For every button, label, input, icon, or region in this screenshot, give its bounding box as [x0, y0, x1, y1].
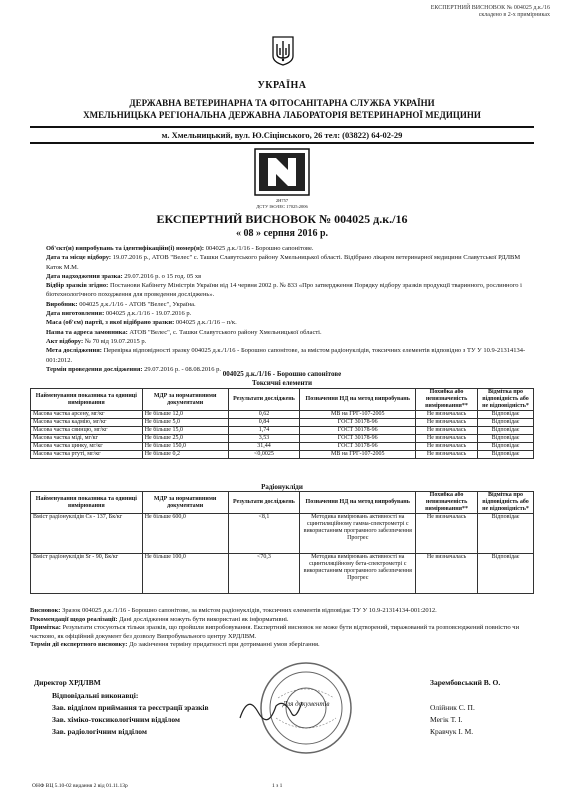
table-cell: <0,0025	[228, 451, 300, 459]
col-header: Результати досліджень	[228, 492, 300, 514]
col-header: Позначення НД на метод випробувань	[300, 492, 416, 514]
field-received: Дата надходження зразка: 29.07.2016 р. о 15 год. 05 хв	[46, 272, 202, 280]
trident-emblem-icon	[272, 36, 294, 66]
table-cell: Методика вимірювань активності на сцинтиляційному бета-спектрометрі с використанням програмного забезпечення Прогрес	[300, 554, 416, 594]
table-row	[31, 419, 534, 427]
note-text: Примітка: Результати стосуються тільки зразків, що пройшли випробовування. Експертний висновок не може бути відтворений, тиражований та розповсюджений повністю чи частково, як офіційний документ без дозволу Випробувального центру ХРДЛВМ.	[30, 624, 520, 640]
table-cell: Не більше 0,2	[142, 451, 228, 459]
table-cell: Не визначалась	[416, 411, 478, 419]
table-cell: 0,62	[228, 411, 300, 419]
field-period: Термін проведення дослідження: 29.07.2016 р. - 08.08.2016 р.	[46, 365, 222, 373]
field-object: Об'єкт(и) випробувань та ідентифікаційн(і) номер(н): 004025 д.к./1/16 - Борошно сапонітове.	[46, 245, 314, 252]
accreditation-logo-icon	[254, 148, 310, 196]
table-cell: МВ на ГРГ-107-2005	[300, 411, 416, 419]
top-right-line1: ЕКСПЕРТНИЙ ВИСНОВОК № 004025 д.к./16	[430, 5, 550, 11]
table-cell: ГОСТ 30178-96	[300, 443, 416, 451]
table-row	[31, 427, 534, 435]
table-cell: Вміст радіонуклідів Cs - 137, Бк/кг	[31, 514, 143, 554]
director-name: Зарембовський В. О.	[430, 678, 501, 687]
table-cell: Не визначалась	[416, 443, 478, 451]
col-header: МДР за нормативними документами	[142, 389, 228, 411]
table-cell: Не більше 5,0	[142, 419, 228, 427]
recommendation-text: Рекомендації щодо реалізації: Дані дослідження можуть бути використані як інформативні.	[30, 615, 289, 623]
table-row	[31, 514, 534, 554]
table-cell: Не більше 600,0	[142, 514, 228, 554]
table-cell: Не визначалась	[416, 427, 478, 435]
table-cell: Вміст радіонуклідів Sr - 90, Бк/кг	[31, 554, 143, 594]
table-row	[31, 435, 534, 443]
table-cell: Відповідає	[478, 451, 534, 459]
table-header-row	[31, 492, 534, 514]
table-cell: Відповідає	[478, 514, 534, 554]
table-cell: Не більше 15,0	[142, 427, 228, 435]
field-production-date: Дата виготовлення: 004025 д.к./1/16 - 19.07.2016 р.	[46, 310, 192, 318]
table-cell: Масова частка арсену, мг/кг	[31, 411, 143, 419]
director-label: Директор ХРДЛВМ	[34, 678, 101, 687]
accreditation-number: 2H757	[275, 198, 289, 203]
table-cell: МВ на ГРГ-107-2005	[300, 451, 416, 459]
table-row	[31, 554, 534, 594]
document-fields	[46, 244, 526, 374]
table-cell: Методика вимірювань активності на сцинтиляційному гамма-спектрометрі с використанням програмного забезпечення Прогрес	[300, 514, 416, 554]
field-act: Акт відбору: № 70 від 19.07.2015 р.	[46, 337, 147, 345]
conclusion-text: Висновок: Зразок 004025 д.к./1/16 - Борошно сапонітове, за вмістом радіонуклідів, токсичних елементів відповідає ТУ У 10.9-21314134-001:2012.	[30, 607, 437, 614]
table-cell: Відповідає	[478, 435, 534, 443]
col-header: Найменування показника та одиниці вимірювання	[31, 492, 143, 514]
field-sampling-basis: Відбір зразків згідно: Постанови Кабінету Міністрів України від 14 червня 2002 р. № 833 «Про затвердження Порядку відбору зразків продукції тваринного, рослинного і біотехнологічного походження для проведення досліджень».	[46, 282, 522, 299]
role-radiology: Зав. радіологічним відділом	[52, 727, 147, 736]
table-cell: Не більше 100,0	[142, 554, 228, 594]
col-header: Відмітка про відповідність або не відповідність*	[478, 389, 534, 411]
table-cell: Масова частка ртуті, мг/кг	[31, 451, 143, 459]
signature-scribble	[236, 688, 306, 728]
radio-heading: Радіонукліди	[261, 483, 303, 491]
table-cell: Масова частка цинку, мг/кг	[31, 443, 143, 451]
table-cell: Не визначалась	[416, 419, 478, 427]
table-cell: Відповідає	[478, 554, 534, 594]
table-cell: Відповідає	[478, 419, 534, 427]
field-batch-mass: Маса (об'єм) партії, з якої відібрано зразки: 004025 д.к./1/16 – п/к.	[46, 319, 237, 327]
table-cell: Не визначалась	[416, 554, 478, 594]
table-cell: ГОСТ 30178-96	[300, 435, 416, 443]
table-cell: Масова частка свинцю, мг/кг	[31, 427, 143, 435]
field-customer: Назва та адреса замовника: АТОВ "Велес", с. Ташки Славутського району Хмельницької області.	[46, 328, 322, 336]
table-cell: ГОСТ 30178-96	[300, 427, 416, 435]
table-header-row	[31, 389, 534, 411]
document-title: ЕКСПЕРТНИЙ ВИСНОВОК № 004025 д.к./16	[156, 212, 408, 226]
role-reception: Зав. відділом приймання та реєстрації зразків	[52, 703, 209, 712]
validity-text: Термін дії експертного висновку: До закінчення терміну придатності при дотриманні умов зберігання.	[30, 641, 320, 648]
table-cell: Масова частка міді, мг/кг	[31, 435, 143, 443]
name-toxicology: Мегік Т. І.	[430, 715, 463, 724]
table-cell: 0,84	[228, 419, 300, 427]
col-header: Найменування показника та одиниці вимірювання	[31, 389, 143, 411]
table-row	[31, 411, 534, 419]
name-reception: Олійник С. П.	[430, 703, 475, 712]
radionuclides-table	[30, 491, 534, 594]
table-cell: Не більше 25,0	[142, 435, 228, 443]
col-header: Відмітка про відповідність або не відповідність*	[478, 492, 534, 514]
table-cell: Не більше 12,0	[142, 411, 228, 419]
col-header: МДР за нормативними документами	[142, 492, 228, 514]
country-title: УКРАЇНА	[257, 80, 307, 91]
table-cell: Не більше 150,0	[142, 443, 228, 451]
field-manufacturer: Виробник: 004025 д.к./1/16 - АТОВ "Велес", Україна.	[46, 300, 196, 308]
lab-address: м. Хмельницький, вул. Ю.Сіцінського, 26 тел: (03822) 64-02-29	[30, 126, 534, 144]
table-cell: 3,53	[228, 435, 300, 443]
service-title: ДЕРЖАВНА ВЕТЕРИНАРНА ТА ФІТОСАНІТАРНА СЛУЖБА УКРАЇНИ	[129, 98, 435, 108]
table-row	[31, 443, 534, 451]
conclusion-block	[30, 607, 534, 650]
table-cell: Не визначалась	[416, 435, 478, 443]
table-cell: Відповідає	[478, 443, 534, 451]
table-cell: Масова частка кадмію, мг/кг	[31, 419, 143, 427]
role-toxicology: Зав. хіміко-токсикологічним відділом	[52, 715, 181, 724]
table-cell: <70,3	[228, 554, 300, 594]
table-cell: 31,44	[228, 443, 300, 451]
field-purpose: Мета дослідження: Перевірка відповідності зразку 004025 д.к./1/16 - Борошно сапонітове, за вмістом радіонуклідів, токсичних елементів відповідно з ТУ У 10.9-21314134-001:2012.	[46, 347, 526, 364]
table-cell: Не визначалась	[416, 514, 478, 554]
field-sampling: Дата та місце відбору: 19.07.2016 р., АТОВ "Велес" с. Ташки Славутського району Хмельницької області. Відібрано лікарем ветеринарної медицини Славутської РДЛВМ Каток М.М.	[46, 254, 521, 271]
footer-form-code: ОНФ ВЦ 5.10-02 видання 2 від 01.11.13р	[32, 783, 128, 789]
table-cell: Не визначалась	[416, 451, 478, 459]
responsible-label: Відповідальні виконавці:	[52, 691, 139, 700]
accreditation-standard: ДСТУ ISO/IEC 17025:2006	[256, 204, 308, 209]
table-row	[31, 451, 534, 459]
top-right-line2: складено в 2-х примірниках	[478, 12, 550, 18]
footer-page-number: 1 з 1	[272, 783, 283, 789]
sample-heading: 004025 д.к./1/16 - Борошно сапонітове	[222, 370, 342, 378]
table-cell: <8,1	[228, 514, 300, 554]
col-header: Результати досліджень	[228, 389, 300, 411]
table-cell: Відповідає	[478, 411, 534, 419]
toxic-heading: Токсичні елементи	[251, 379, 313, 387]
name-radiology: Кравчук І. М.	[430, 727, 474, 736]
toxic-elements-table	[30, 388, 534, 459]
document-date: « 08 » серпня 2016 р.	[235, 228, 329, 239]
lab-title: ХМЕЛЬНИЦЬКА РЕГІОНАЛЬНА ДЕРЖАВНА ЛАБОРАТОРІЯ ВЕТЕРИНАРНОЇ МЕДИЦИНИ	[83, 110, 481, 120]
table-cell: ГОСТ 30178-96	[300, 419, 416, 427]
col-header: Похибка або невизначеність вимірювання**	[416, 389, 478, 411]
table-cell: Відповідає	[478, 427, 534, 435]
col-header: Позначення НД на метод випробувань	[300, 389, 416, 411]
table-cell: 1,74	[228, 427, 300, 435]
svg-text:Для документів: Для документів	[282, 700, 330, 708]
top-right-note	[431, 5, 550, 19]
col-header: Похибка або невизначеність вимірювання**	[416, 492, 478, 514]
